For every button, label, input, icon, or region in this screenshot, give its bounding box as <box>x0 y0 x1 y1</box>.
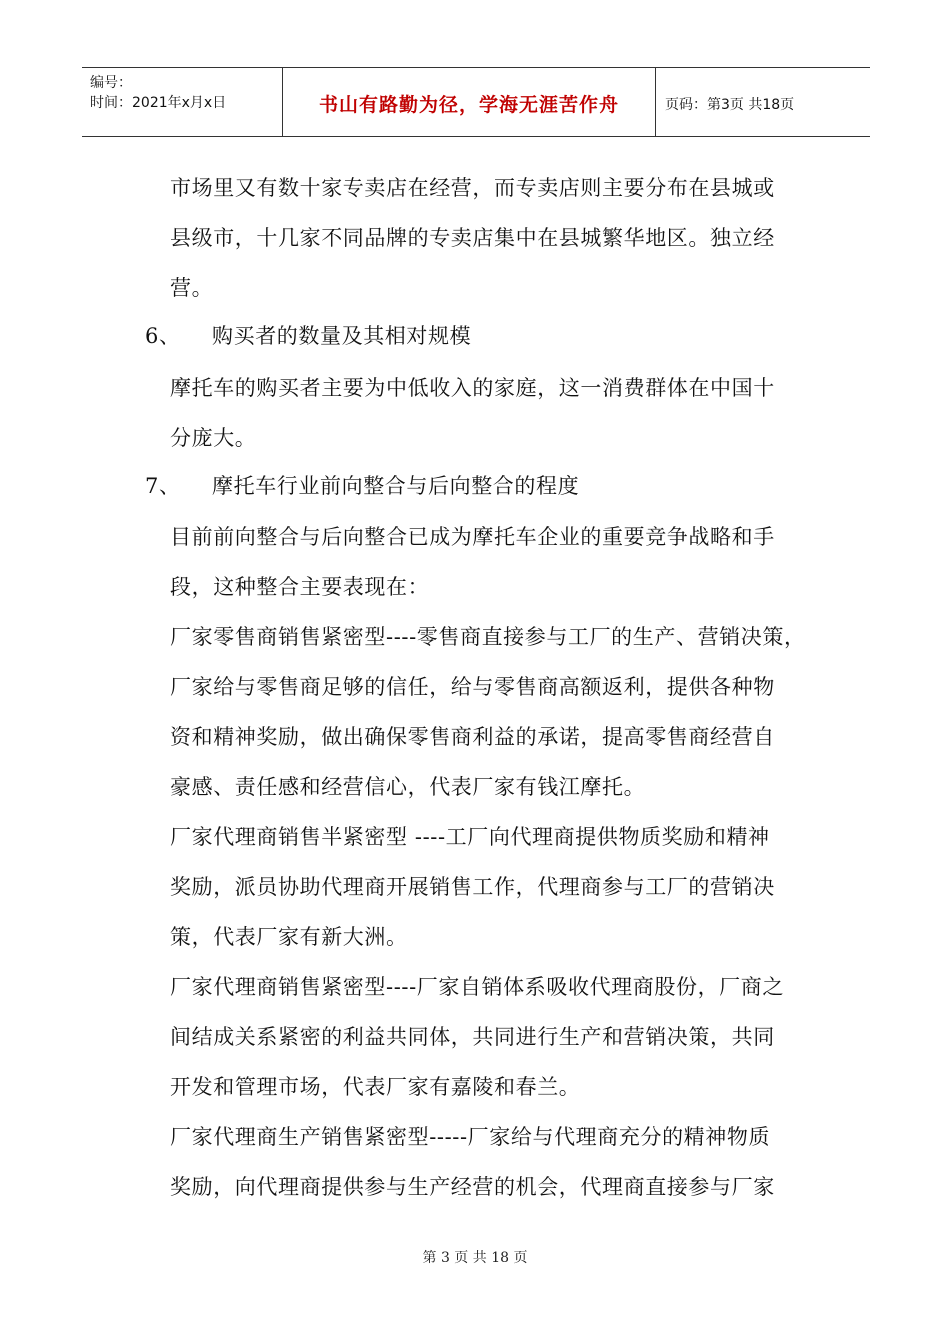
section-heading-number: 7、 <box>145 474 181 498</box>
body-line: 县级市，十几家不同品牌的专卖店集中在县城繁华地区。独立经 <box>170 226 775 250</box>
body-line: 目前前向整合与后向整合已成为摩托车企业的重要竞争战略和手 <box>170 525 775 549</box>
document-time-label: 时间：2021年x月x日 <box>90 95 227 111</box>
body-line: 分庞大。 <box>170 426 257 450</box>
page-footer: 第 3 页 共 18 页 <box>422 1250 528 1266</box>
body-line: 厂家代理商生产销售紧密型-----厂家给与代理商充分的精神物质 <box>170 1125 771 1149</box>
body-line: 间结成关系紧密的利益共同体，共同进行生产和营销决策，共同 <box>170 1025 775 1049</box>
header-motto: 书山有路勤为径，学海无涯苦作舟 <box>318 94 619 116</box>
section-heading-text: 摩托车行业前向整合与后向整合的程度 <box>212 474 580 498</box>
body-line: 摩托车的购买者主要为中低收入的家庭，这一消费群体在中国十 <box>170 376 775 400</box>
header-motto-cell <box>282 68 656 136</box>
document-header <box>82 67 870 137</box>
body-line: 奖励，派员协助代理商开展销售工作，代理商参与工厂的营销决 <box>170 875 775 899</box>
header-page-cell <box>655 68 870 136</box>
section-heading-number: 6、 <box>145 324 181 348</box>
body-line: 厂家代理商销售紧密型----厂家自销体系吸收代理商股份，厂商之 <box>170 975 784 999</box>
body-line: 厂家代理商销售半紧密型 ----工厂向代理商提供物质奖励和精神 <box>170 825 770 849</box>
header-info-cell <box>82 68 282 136</box>
body-line: 段，这种整合主要表现在： <box>170 575 430 599</box>
body-line: 开发和管理市场，代表厂家有嘉陵和春兰。 <box>170 1075 581 1099</box>
body-line: 资和精神奖励，做出确保零售商利益的承诺，提高零售商经营自 <box>170 725 775 749</box>
body-line: 厂家零售商销售紧密型----零售商直接参与工厂的生产、营销决策， <box>170 625 806 649</box>
body-line: 豪感、责任感和经营信心，代表厂家有钱江摩托。 <box>170 775 646 799</box>
body-line: 营。 <box>170 276 214 300</box>
body-line: 厂家给与零售商足够的信任，给与零售商高额返利，提供各种物 <box>170 675 775 699</box>
body-line: 市场里又有数十家专卖店在经营，而专卖店则主要分布在县城或 <box>170 176 775 200</box>
body-line: 奖励，向代理商提供参与生产经营的机会，代理商直接参与厂家 <box>170 1175 775 1199</box>
body-line: 策，代表厂家有新大洲。 <box>170 925 408 949</box>
header-page-info: 页码：第3页 共18页 <box>665 97 795 113</box>
document-number-label: 编号： <box>90 75 132 91</box>
section-heading-text: 购买者的数量及其相对规模 <box>212 324 472 348</box>
